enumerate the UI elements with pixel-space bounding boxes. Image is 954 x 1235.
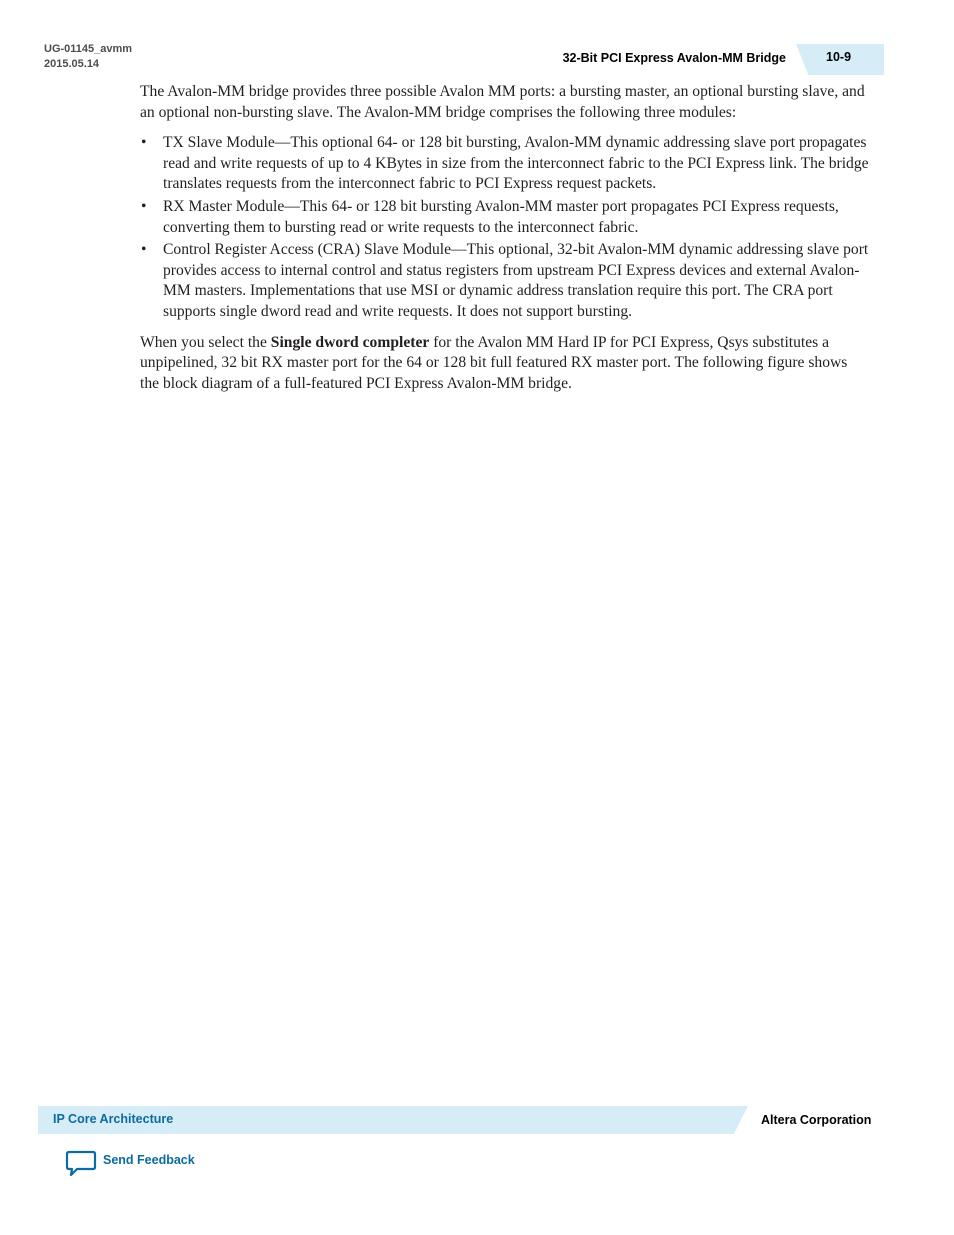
intro-paragraph: The Avalon-MM bridge provides three possible Avalon MM ports: a bursting master, an optional bursting slave, and an optional non-bursting slave. The Avalon-MM bridge comprises the following three modules: bbox=[140, 83, 865, 121]
paragraph-text: When you select the bbox=[140, 333, 271, 351]
send-feedback-link[interactable]: Send Feedback bbox=[103, 1153, 195, 1167]
list-item bbox=[140, 240, 870, 322]
company-name: Altera Corporation bbox=[761, 1113, 872, 1127]
list-item bbox=[140, 197, 870, 238]
page-content bbox=[140, 82, 870, 404]
section-title: 32-Bit PCI Express Avalon-MM Bridge bbox=[562, 51, 786, 65]
list-item bbox=[140, 133, 870, 195]
bullet-icon: • bbox=[141, 241, 147, 259]
bullet-icon: • bbox=[141, 134, 147, 152]
completer-paragraph bbox=[140, 333, 870, 395]
module-list bbox=[140, 133, 870, 322]
list-item-text: RX Master Module—This 64- or 128 bit bursting Avalon-MM master port propagates PCI Express requests, converting them to bursting read or write requests to the interconnect fabric. bbox=[163, 197, 839, 236]
document-id: UG-01145_avmm bbox=[44, 43, 133, 55]
page-number: 10-9 bbox=[826, 50, 852, 64]
speech-bubble-icon[interactable] bbox=[65, 1150, 97, 1178]
document-date: 2015.05.14 bbox=[44, 58, 100, 70]
document-id-block bbox=[44, 42, 132, 72]
list-item-text: Control Register Access (CRA) Slave Module—This optional, 32-bit Avalon-MM dynamic addressing slave port provides access to internal control and status registers from upstream PCI Express devices and external Avalon-MM masters. Implementations that use MSI or dynamic address translation require this port. The CRA port supports single dword read and write requests. It does not support bursting. bbox=[163, 241, 869, 320]
paragraph-text: for the Avalon MM Hard IP for PCI Express, Qsys substitutes a unpipelined, 32 bit RX master port for the 64 or 128 bit full featured RX master port. The following figure shows the block diagram of a full-featured PCI Express Avalon-MM bridge. bbox=[140, 333, 848, 392]
chapter-link[interactable]: IP Core Architecture bbox=[53, 1112, 174, 1126]
bullet-icon: • bbox=[141, 197, 147, 215]
list-item-text: TX Slave Module—This optional 64- or 128 bit bursting, Avalon-MM dynamic addressing slave port propagates read and write requests of up to 4 KBytes in size from the interconnect fabric to the PCI Express link. The bridge translates requests from the interconnect fabric to PCI Express request packets. bbox=[163, 134, 869, 193]
emphasis-term: Single dword completer bbox=[270, 333, 430, 351]
